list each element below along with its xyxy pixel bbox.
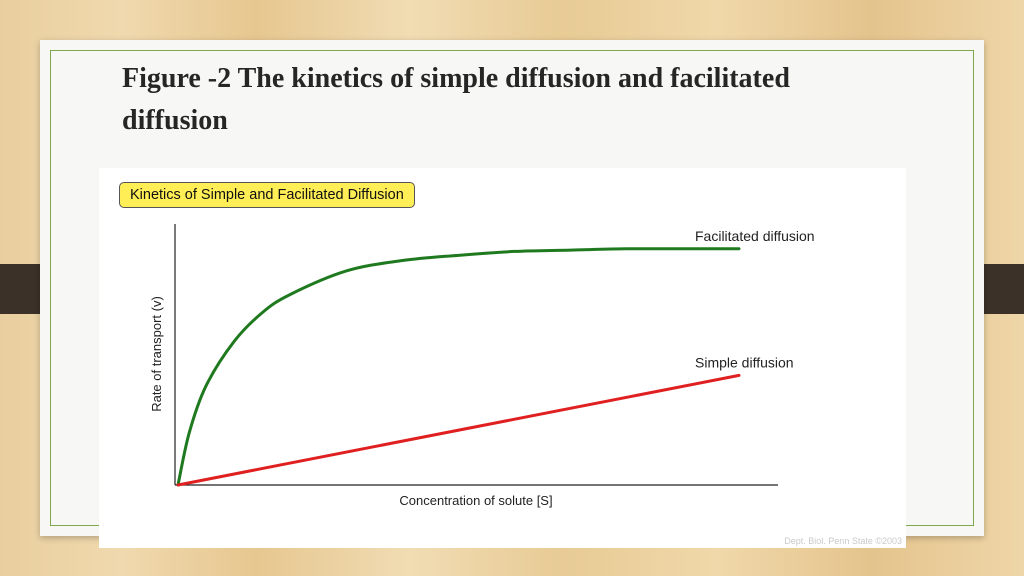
series-line-simple-diffusion <box>178 375 739 485</box>
slide-title: Figure -2 The kinetics of simple diffusion and facilitated diffusion <box>122 63 790 136</box>
series-label-facilitated-diffusion: Facilitated diffusion <box>695 227 815 244</box>
chart-title: Kinetics of Simple and Facilitated Diffusion <box>119 182 415 208</box>
x-axis-label: Concentration of solute [S] <box>399 493 553 508</box>
series-line-facilitated-diffusion <box>178 249 739 485</box>
series-label-simple-diffusion: Simple diffusion <box>695 354 794 371</box>
chart-figure <box>99 168 906 548</box>
image-credit: Dept. Biol. Penn State ©2003 <box>784 536 902 546</box>
kinetics-chart <box>99 168 906 548</box>
y-axis-label: Rate of transport (v) <box>149 296 164 412</box>
